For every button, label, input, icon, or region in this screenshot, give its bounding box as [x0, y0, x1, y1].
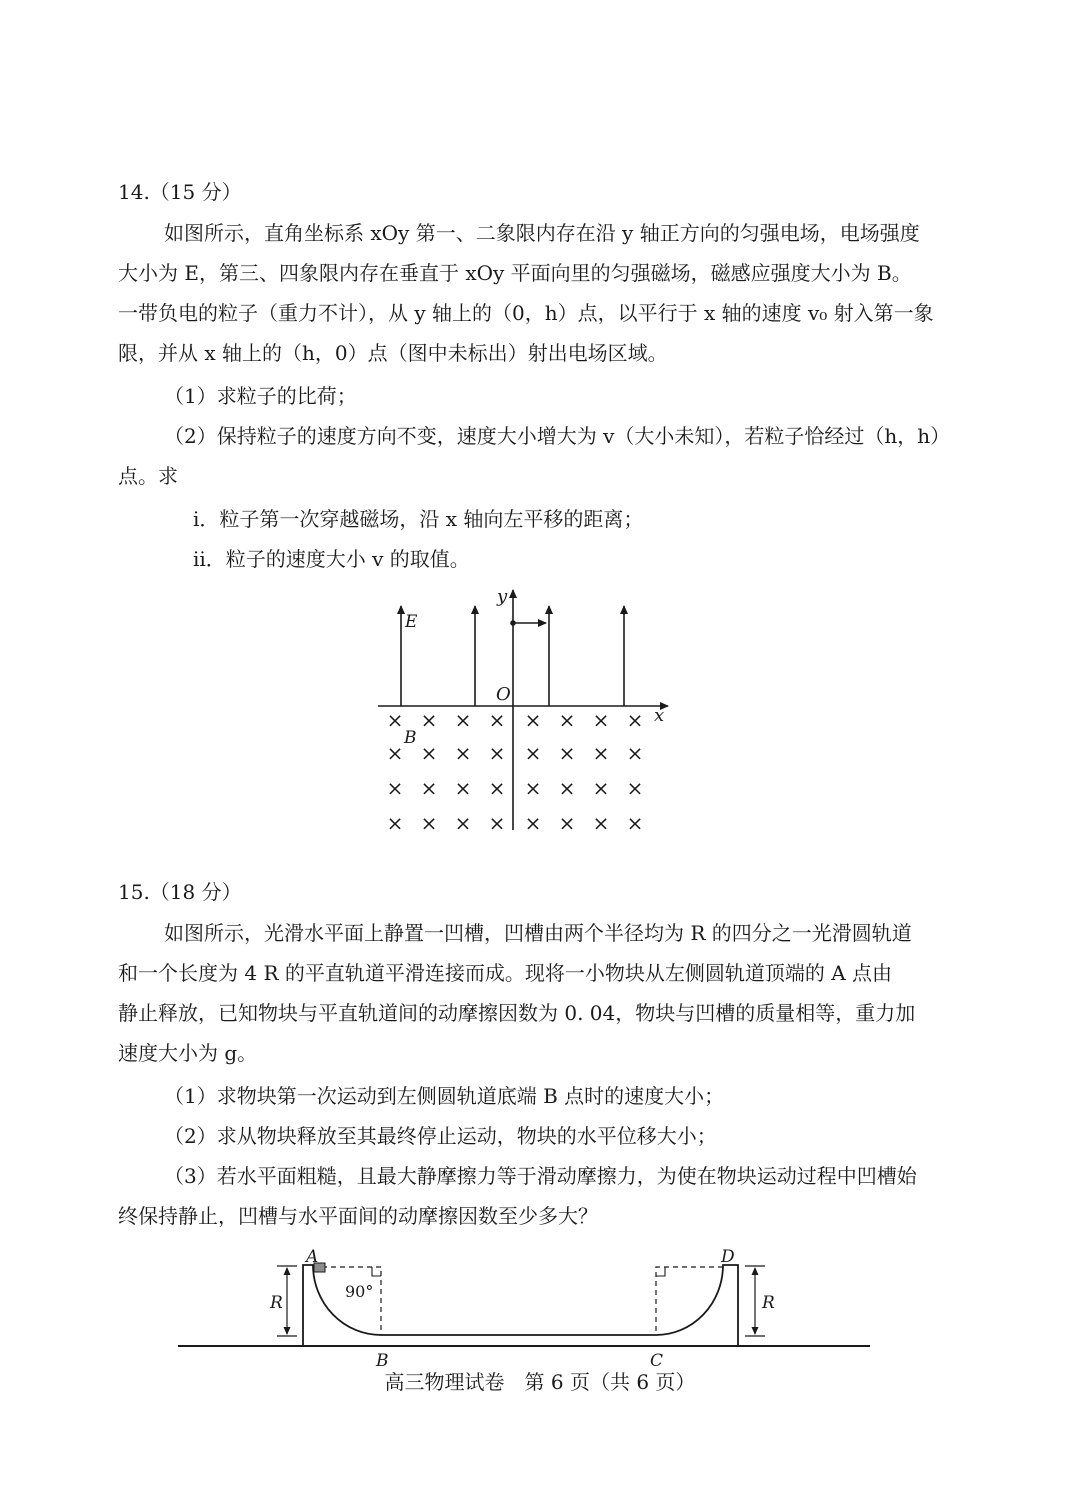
angle-label: 90° — [345, 1282, 374, 1301]
groove-track — [303, 1265, 738, 1346]
point-A-label: A — [306, 1247, 319, 1267]
magnetic-field-cross: × — [524, 776, 542, 800]
magnetic-field-cross: × — [488, 811, 506, 835]
magnetic-field-cross: × — [420, 708, 438, 732]
radius-label-left: R — [270, 1293, 283, 1313]
q15-subquestion-3-cont: 终保持静止，凹槽与水平面间的动摩擦因数至少多大？ — [118, 1204, 598, 1228]
magnetic-field-cross: × — [454, 708, 472, 732]
magnetic-field-cross: × — [592, 708, 610, 732]
radius-label-right: R — [762, 1293, 775, 1313]
q15-paragraph-line: 如图所示，光滑水平面上静置一凹槽，凹槽由两个半径均为 R 的四分之一光滑圆轨道 — [164, 921, 912, 945]
q15-paragraph-line: 速度大小为 g。 — [118, 1041, 258, 1065]
right-angle-mark — [372, 1267, 381, 1276]
magnetic-field-cross: × — [592, 811, 610, 835]
q14-paragraph-line: 大小为 E，第三、四象限内存在垂直于 xOy 平面向里的匀强磁场，磁感应强度大小为 B。 — [118, 261, 912, 285]
magnetic-field-cross: × — [558, 811, 576, 835]
y-axis-label: y — [497, 586, 508, 607]
magnetic-field-cross: × — [626, 741, 644, 765]
q15-subquestion-3: （3）若水平面粗糙，且最大静摩擦力等于滑动摩擦力，为使在物块运动过程中凹槽始 — [164, 1164, 917, 1188]
q14-paragraph-line: 如图所示，直角坐标系 xOy 第一、二象限内存在沿 y 轴正方向的匀强电场，电场强度 — [164, 221, 920, 245]
magnetic-field-cross: × — [524, 741, 542, 765]
q14-paragraph-line: 限，并从 x 轴上的（h，0）点（图中未标出）射出电场区域。 — [118, 341, 668, 365]
magnetic-field-cross: × — [524, 708, 542, 732]
magnetic-field-cross: × — [592, 776, 610, 800]
magnetic-field-cross: × — [488, 708, 506, 732]
q14-paragraph-line: 一带负电的粒子（重力不计），从 y 轴上的（0，h）点，以平行于 x 轴的速度 v₀ 射入第一象 — [118, 301, 934, 325]
q15-paragraph-line: 静止释放，已知物块与平直轨道间的动摩擦因数为 0. 04，物块与凹槽的质量相等，重力加 — [118, 1001, 916, 1025]
point-C-label: C — [650, 1351, 664, 1371]
magnetic-field-cross: × — [626, 708, 644, 732]
magnetic-field-cross: × — [558, 741, 576, 765]
point-D-label: D — [721, 1247, 735, 1267]
field-label-E: E — [405, 612, 418, 632]
q14-subquestion-1: （1）求粒子的比荷； — [164, 384, 357, 408]
q14-header: 14.（15 分） — [118, 180, 242, 204]
magnetic-field-cross: × — [386, 811, 404, 835]
field-label-B: B — [404, 728, 417, 748]
magnetic-field-cross: × — [488, 776, 506, 800]
magnetic-field-cross: × — [386, 776, 404, 800]
q14-subquestion-2-cont: 点。求 — [118, 464, 178, 488]
q15-subquestion-1: （1）求物块第一次运动到左侧圆轨道底端 B 点时的速度大小； — [164, 1084, 725, 1108]
magnetic-field-cross: × — [454, 741, 472, 765]
magnetic-field-cross: × — [592, 741, 610, 765]
magnetic-field-cross: × — [626, 776, 644, 800]
q14-item-i: ⅰ．粒子第一次穿越磁场，沿 x 轴向左平移的距离； — [193, 507, 644, 531]
page-footer: 高三物理试卷 第 6 页（共 6 页） — [384, 1370, 696, 1394]
magnetic-field-cross: × — [558, 776, 576, 800]
q15-header: 15.（18 分） — [118, 880, 242, 904]
magnetic-field-cross: × — [558, 708, 576, 732]
right-angle-mark — [656, 1267, 665, 1276]
point-B-label: B — [376, 1351, 389, 1371]
magnetic-field-cross: × — [626, 811, 644, 835]
magnetic-field-cross: × — [420, 776, 438, 800]
x-axis-label: x — [654, 705, 665, 726]
q14-subquestion-2: （2）保持粒子的速度方向不变，速度大小增大为 v（大小未知），若粒子恰经过（h，h） — [164, 424, 951, 448]
q15-subquestion-2: （2）求从物块释放至其最终停止运动，物块的水平位移大小； — [164, 1124, 717, 1148]
magnetic-field-cross: × — [454, 811, 472, 835]
magnetic-field-cross: × — [454, 776, 472, 800]
magnetic-field-cross: × — [524, 811, 542, 835]
q14-item-ii: ⅱ．粒子的速度大小 v 的取值。 — [193, 547, 470, 571]
magnetic-field-cross: × — [420, 811, 438, 835]
magnetic-field-cross: × — [386, 741, 404, 765]
magnetic-field-cross: × — [420, 741, 438, 765]
magnetic-field-cross: × — [488, 741, 506, 765]
magnetic-field-cross: × — [386, 708, 404, 732]
q15-paragraph-line: 和一个长度为 4 R 的平直轨道平滑连接而成。现将一小物块从左侧圆轨道顶端的 A 点由 — [118, 961, 893, 985]
origin-label: O — [496, 684, 511, 705]
